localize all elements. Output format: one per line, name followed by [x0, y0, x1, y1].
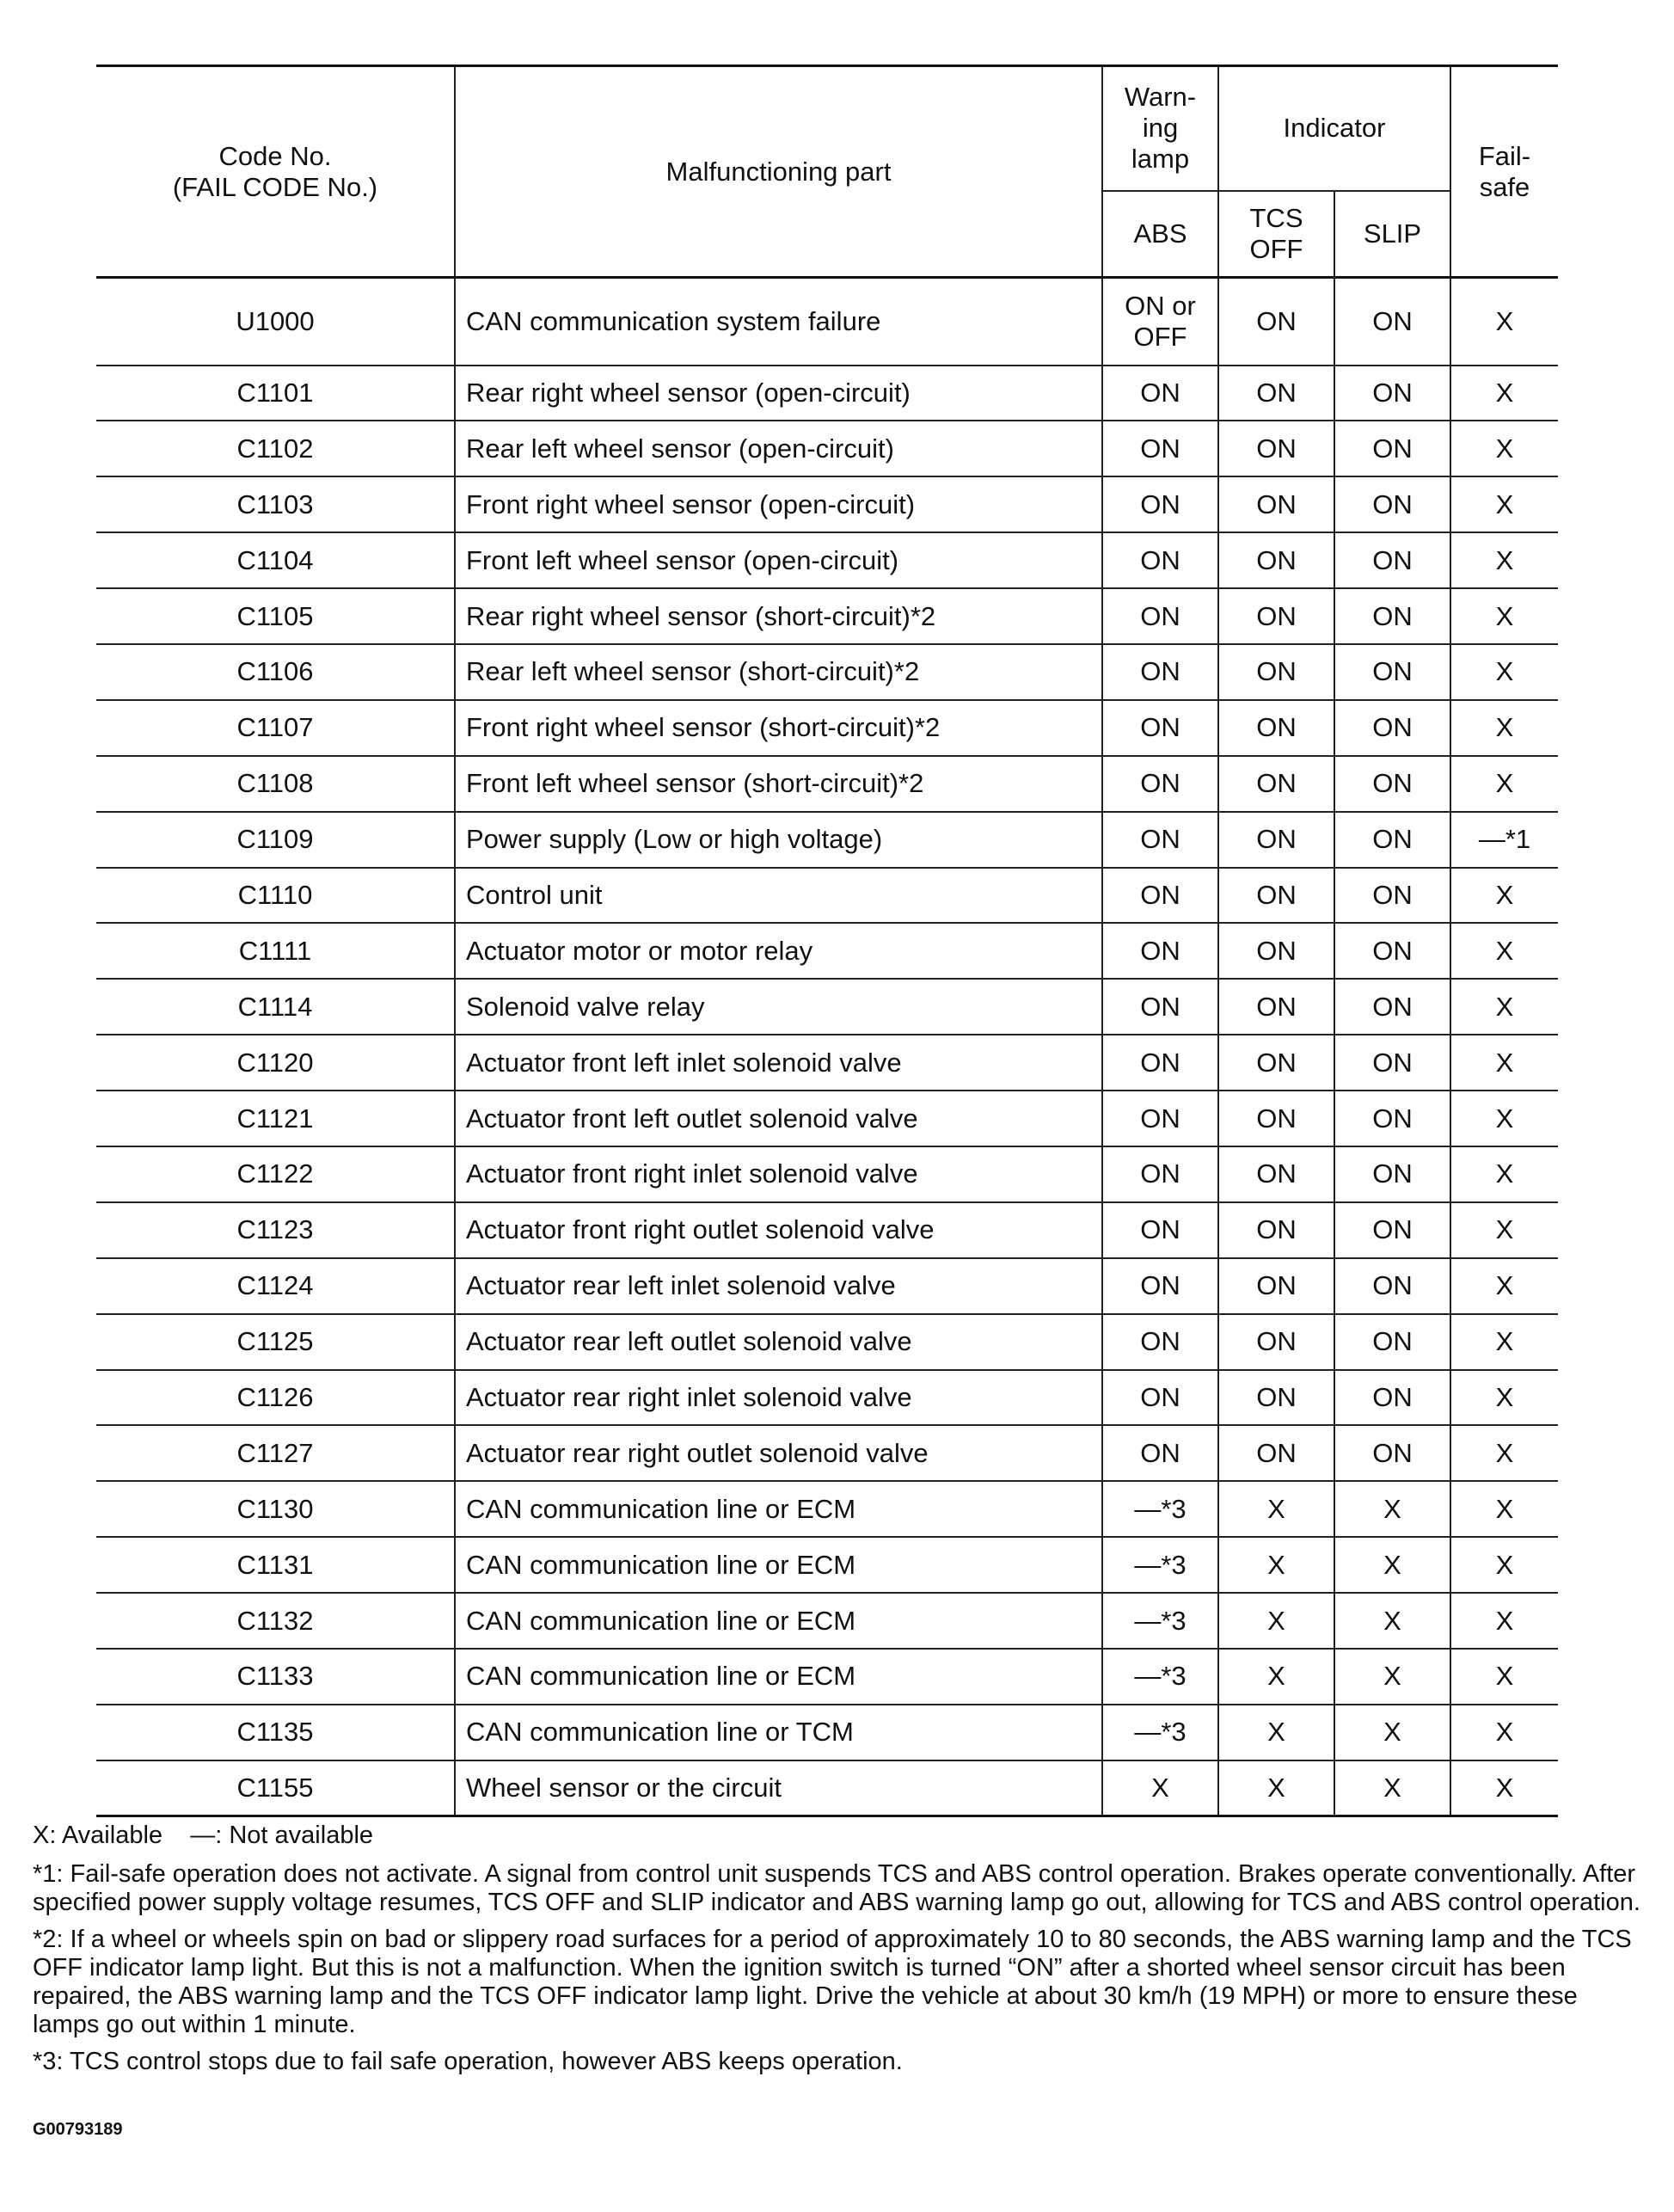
abs-value: ON — [1140, 600, 1180, 631]
abs-value: ON — [1140, 488, 1180, 519]
code-cell: C1103 — [96, 476, 455, 532]
table-row — [96, 1537, 1558, 1593]
failsafe-cell: X — [1450, 1760, 1558, 1816]
abs-value: —*3 — [1134, 1605, 1187, 1636]
part-cell: CAN communication line or ECM — [455, 1649, 1102, 1705]
part-cell: Wheel sensor or the circuit — [455, 1760, 1102, 1816]
slip-cell: ON — [1334, 979, 1450, 1035]
abs-value: ON — [1140, 1270, 1180, 1301]
tcs-off-cell: ON — [1218, 1091, 1334, 1146]
table-row — [96, 812, 1558, 868]
tcs-off-cell: X — [1218, 1537, 1334, 1593]
failsafe-cell: X — [1450, 923, 1558, 979]
failsafe-cell: —*1 — [1450, 812, 1558, 868]
header-tcs-off — [1218, 191, 1334, 278]
part-cell: Front left wheel sensor (open-circuit) — [455, 532, 1102, 588]
abs-cell — [1102, 979, 1218, 1035]
slip-cell: ON — [1334, 1425, 1450, 1481]
tcs-off-cell: ON — [1218, 868, 1334, 924]
footnote-2: *2: If a wheel or wheels spin on bad or slippery road surfaces for a period of approximately 10 to 80 seconds, the ABS warning lamp and the TCS OFF indicator lamp light. But this is not a malfunction. When the ignition switch is turned “ON” after a shorted wheel sensor circuit has been repaired, the ABS warning lamp and the TCS OFF indicator lamp light. Drive the vehicle at about 30 km/h (19 MPH) or more to ensure these lamps go out within 1 minute. — [33, 1926, 1632, 2038]
abs-value: ON — [1140, 1381, 1180, 1412]
abs-value: ON — [1140, 991, 1180, 1022]
part-cell: CAN communication line or ECM — [455, 1593, 1102, 1649]
failsafe-cell: X — [1450, 756, 1558, 812]
failsafe-cell: X — [1450, 868, 1558, 924]
failsafe-cell: X — [1450, 1314, 1558, 1370]
part-cell: Front right wheel sensor (open-circuit) — [455, 476, 1102, 532]
abs-cell — [1102, 1760, 1218, 1816]
part-cell: Actuator rear left inlet solenoid valve — [455, 1258, 1102, 1314]
header-indicator: Indicator — [1218, 66, 1450, 191]
footnote-3: *3: TCS control stops due to fail safe operation, however ABS keeps operation. — [33, 2048, 903, 2075]
abs-value: —*3 — [1134, 1661, 1187, 1692]
part-cell: Solenoid valve relay — [455, 979, 1102, 1035]
table-row — [96, 532, 1558, 588]
part-cell: CAN communication line or TCM — [455, 1705, 1102, 1760]
failsafe-cell: X — [1450, 588, 1558, 644]
table-row — [96, 1258, 1558, 1314]
tcs-off-cell: ON — [1218, 278, 1334, 366]
code-cell: C1127 — [96, 1425, 455, 1481]
code-cell: C1121 — [96, 1091, 455, 1146]
tcs-off-cell: ON — [1218, 1258, 1334, 1314]
abs-cell — [1102, 532, 1218, 588]
abs-cell — [1102, 1705, 1218, 1760]
tcs-off-cell: ON — [1218, 1370, 1334, 1426]
failsafe-cell: X — [1450, 1146, 1558, 1202]
abs-value: ON — [1140, 1103, 1180, 1134]
code-cell: C1131 — [96, 1537, 455, 1593]
abs-cell — [1102, 1425, 1218, 1481]
abs-value: X — [1151, 1772, 1169, 1803]
slip-cell: ON — [1334, 588, 1450, 644]
failsafe-cell: X — [1450, 1649, 1558, 1705]
table-row — [96, 421, 1558, 476]
failsafe-cell: X — [1450, 1593, 1558, 1649]
abs-value: ON — [1140, 1047, 1180, 1078]
abs-cell — [1102, 1091, 1218, 1146]
table-row — [96, 476, 1558, 532]
abs-value: ON — [1140, 879, 1180, 910]
legend-text: X: Available —: Not available — [33, 1822, 374, 1849]
slip-cell: ON — [1334, 1314, 1450, 1370]
tcs-off-cell: ON — [1218, 421, 1334, 476]
tcs-off-cell: ON — [1218, 588, 1334, 644]
tcs-off-cell: ON — [1218, 366, 1334, 421]
table-row — [96, 1481, 1558, 1537]
header-code-line1: Code No. — [218, 140, 332, 171]
failsafe-cell: X — [1450, 1370, 1558, 1426]
abs-cell — [1102, 1370, 1218, 1426]
tcs-off-cell: ON — [1218, 700, 1334, 756]
slip-cell: ON — [1334, 1035, 1450, 1091]
slip-cell: ON — [1334, 1202, 1450, 1258]
table-row — [96, 1593, 1558, 1649]
part-cell: Actuator rear left outlet solenoid valve — [455, 1314, 1102, 1370]
abs-cell — [1102, 1202, 1218, 1258]
table-row — [96, 1649, 1558, 1705]
part-cell: CAN communication line or ECM — [455, 1537, 1102, 1593]
code-cell: C1111 — [96, 923, 455, 979]
table-row — [96, 1705, 1558, 1760]
slip-cell: ON — [1334, 476, 1450, 532]
code-cell: C1102 — [96, 421, 455, 476]
table-row — [96, 868, 1558, 924]
code-cell: C1108 — [96, 756, 455, 812]
slip-cell: ON — [1334, 812, 1450, 868]
diagnostic-code-table — [96, 65, 1558, 1817]
failsafe-cell: X — [1450, 366, 1558, 421]
header-tcs-line1: TCS — [1249, 202, 1303, 233]
tcs-off-cell: ON — [1218, 923, 1334, 979]
tcs-off-cell: ON — [1218, 1202, 1334, 1258]
failsafe-cell: X — [1450, 1705, 1558, 1760]
table-row — [96, 979, 1558, 1035]
failsafe-cell: X — [1450, 1091, 1558, 1146]
tcs-off-cell: ON — [1218, 756, 1334, 812]
code-cell: C1110 — [96, 868, 455, 924]
part-cell: Rear right wheel sensor (short-circuit)*2 — [455, 588, 1102, 644]
part-cell: Actuator front right inlet solenoid valve — [455, 1146, 1102, 1202]
abs-cell — [1102, 868, 1218, 924]
part-cell: Actuator front left outlet solenoid valve — [455, 1091, 1102, 1146]
code-cell: C1105 — [96, 588, 455, 644]
header-slip: SLIP — [1334, 191, 1450, 278]
header-warning-line2: ing — [1142, 113, 1179, 144]
header-failsafe-line1: Fail- — [1478, 140, 1531, 171]
part-cell: Actuator front left inlet solenoid valve — [455, 1035, 1102, 1091]
abs-value: —*3 — [1134, 1549, 1187, 1580]
tcs-off-cell: X — [1218, 1481, 1334, 1537]
failsafe-cell: X — [1450, 1537, 1558, 1593]
code-cell: C1107 — [96, 700, 455, 756]
slip-cell: X — [1334, 1593, 1450, 1649]
code-cell: U1000 — [96, 278, 455, 366]
code-cell: C1126 — [96, 1370, 455, 1426]
abs-value: —*3 — [1134, 1717, 1187, 1748]
failsafe-cell: X — [1450, 644, 1558, 700]
failsafe-cell: X — [1450, 421, 1558, 476]
slip-cell: ON — [1334, 923, 1450, 979]
footnote-1: *1: Fail-safe operation does not activate. A signal from control unit suspends TCS and ABS control operation. Brakes operate conventionally. After specified power supply voltage resumes, TCS OFF and SLIP indicator and ABS warning lamp go out, allowing for TCS and ABS control operation. — [33, 1860, 1640, 1916]
tcs-off-cell: ON — [1218, 532, 1334, 588]
abs-cell — [1102, 1314, 1218, 1370]
code-cell: C1122 — [96, 1146, 455, 1202]
abs-value: ON — [1140, 1214, 1180, 1245]
table-row — [96, 923, 1558, 979]
code-cell: C1125 — [96, 1314, 455, 1370]
abs-value: ON — [1140, 712, 1180, 743]
tcs-off-cell: X — [1218, 1760, 1334, 1816]
abs-cell — [1102, 1035, 1218, 1091]
tcs-off-cell: ON — [1218, 1314, 1334, 1370]
slip-cell: X — [1334, 1537, 1450, 1593]
tcs-off-cell: ON — [1218, 812, 1334, 868]
abs-value: ON — [1140, 1437, 1180, 1468]
header-tcs-line2: OFF — [1249, 233, 1303, 264]
part-cell: Front right wheel sensor (short-circuit)*2 — [455, 700, 1102, 756]
header-warning-lamp — [1102, 66, 1218, 191]
slip-cell: ON — [1334, 644, 1450, 700]
tcs-off-cell: ON — [1218, 1146, 1334, 1202]
failsafe-cell: X — [1450, 476, 1558, 532]
part-cell: Rear left wheel sensor (short-circuit)*2 — [455, 644, 1102, 700]
abs-value: ON — [1140, 1326, 1180, 1357]
table-row — [96, 1370, 1558, 1426]
tcs-off-cell: ON — [1218, 644, 1334, 700]
abs-value: ON or — [1125, 290, 1196, 321]
failsafe-cell: X — [1450, 1481, 1558, 1537]
code-cell: C1130 — [96, 1481, 455, 1537]
abs-cell — [1102, 588, 1218, 644]
code-cell: C1124 — [96, 1258, 455, 1314]
failsafe-cell: X — [1450, 532, 1558, 588]
abs-cell — [1102, 1649, 1218, 1705]
abs-value: ON — [1140, 768, 1180, 799]
part-cell: Actuator rear right outlet solenoid valve — [455, 1425, 1102, 1481]
abs-value: ON — [1140, 377, 1180, 408]
abs-cell — [1102, 278, 1218, 366]
slip-cell: X — [1334, 1760, 1450, 1816]
failsafe-cell: X — [1450, 1035, 1558, 1091]
abs-value: ON — [1140, 544, 1180, 575]
table-row — [96, 366, 1558, 421]
code-cell: C1109 — [96, 812, 455, 868]
code-cell: C1120 — [96, 1035, 455, 1091]
table-row — [96, 644, 1558, 700]
abs-cell — [1102, 366, 1218, 421]
failsafe-cell: X — [1450, 700, 1558, 756]
header-failsafe — [1450, 66, 1558, 278]
table-body — [96, 278, 1558, 1816]
part-cell: Rear right wheel sensor (open-circuit) — [455, 366, 1102, 421]
table-row — [96, 1035, 1558, 1091]
tcs-off-cell: ON — [1218, 476, 1334, 532]
code-cell: C1135 — [96, 1705, 455, 1760]
notes-section — [33, 1822, 1640, 2085]
table-row — [96, 278, 1558, 366]
abs-value: ON — [1140, 824, 1180, 855]
slip-cell: ON — [1334, 1146, 1450, 1202]
slip-cell: ON — [1334, 532, 1450, 588]
header-abs: ABS — [1102, 191, 1218, 278]
abs-cell — [1102, 476, 1218, 532]
abs-cell — [1102, 1593, 1218, 1649]
tcs-off-cell: ON — [1218, 1035, 1334, 1091]
part-cell: Actuator front right outlet solenoid valve — [455, 1202, 1102, 1258]
code-cell: C1114 — [96, 979, 455, 1035]
abs-value: OFF — [1133, 321, 1187, 352]
failsafe-cell: X — [1450, 278, 1558, 366]
failsafe-cell: X — [1450, 1202, 1558, 1258]
table-row — [96, 1091, 1558, 1146]
figure-id: G00793189 — [33, 2120, 123, 2139]
abs-cell — [1102, 1146, 1218, 1202]
slip-cell: X — [1334, 1481, 1450, 1537]
table-row — [96, 756, 1558, 812]
failsafe-cell: X — [1450, 1425, 1558, 1481]
header-warning-line1: Warn- — [1124, 82, 1197, 113]
slip-cell: ON — [1334, 278, 1450, 366]
abs-cell — [1102, 700, 1218, 756]
abs-cell — [1102, 644, 1218, 700]
slip-cell: ON — [1334, 421, 1450, 476]
abs-cell — [1102, 1258, 1218, 1314]
tcs-off-cell: X — [1218, 1649, 1334, 1705]
table-header — [96, 66, 1558, 278]
abs-cell — [1102, 812, 1218, 868]
tcs-off-cell: ON — [1218, 1425, 1334, 1481]
header-code-line2: (FAIL CODE No.) — [172, 171, 378, 202]
slip-cell: X — [1334, 1705, 1450, 1760]
code-cell: C1101 — [96, 366, 455, 421]
abs-cell — [1102, 1537, 1218, 1593]
slip-cell: ON — [1334, 366, 1450, 421]
abs-cell — [1102, 756, 1218, 812]
slip-cell: ON — [1334, 1370, 1450, 1426]
code-cell: C1104 — [96, 532, 455, 588]
slip-cell: ON — [1334, 1258, 1450, 1314]
table-row — [96, 1425, 1558, 1481]
tcs-off-cell: X — [1218, 1705, 1334, 1760]
abs-value: —*3 — [1134, 1493, 1187, 1524]
abs-cell — [1102, 923, 1218, 979]
failsafe-cell: X — [1450, 1258, 1558, 1314]
code-cell: C1133 — [96, 1649, 455, 1705]
table-row — [96, 700, 1558, 756]
header-failsafe-line2: safe — [1479, 171, 1530, 202]
abs-value: ON — [1140, 1158, 1180, 1189]
failsafe-cell: X — [1450, 979, 1558, 1035]
code-cell: C1132 — [96, 1593, 455, 1649]
part-cell: Rear left wheel sensor (open-circuit) — [455, 421, 1102, 476]
part-cell: CAN communication system failure — [455, 278, 1102, 366]
abs-value: ON — [1140, 656, 1180, 687]
part-cell: Front left wheel sensor (short-circuit)*2 — [455, 756, 1102, 812]
header-code — [96, 66, 455, 278]
part-cell: Control unit — [455, 868, 1102, 924]
table-row — [96, 1314, 1558, 1370]
slip-cell: ON — [1334, 756, 1450, 812]
abs-cell — [1102, 421, 1218, 476]
abs-value: ON — [1140, 935, 1180, 966]
header-warning-line3: lamp — [1131, 144, 1190, 175]
table-row — [96, 1146, 1558, 1202]
code-cell: C1155 — [96, 1760, 455, 1816]
code-cell: C1123 — [96, 1202, 455, 1258]
tcs-off-cell: ON — [1218, 979, 1334, 1035]
slip-cell: ON — [1334, 1091, 1450, 1146]
part-cell: Actuator motor or motor relay — [455, 923, 1102, 979]
header-part: Malfunctioning part — [455, 66, 1102, 278]
slip-cell: ON — [1334, 868, 1450, 924]
slip-cell: X — [1334, 1649, 1450, 1705]
tcs-off-cell: X — [1218, 1593, 1334, 1649]
part-cell: Power supply (Low or high voltage) — [455, 812, 1102, 868]
abs-cell — [1102, 1481, 1218, 1537]
table-row — [96, 1760, 1558, 1816]
part-cell: CAN communication line or ECM — [455, 1481, 1102, 1537]
abs-value: ON — [1140, 433, 1180, 464]
part-cell: Actuator rear right inlet solenoid valve — [455, 1370, 1102, 1426]
table-row — [96, 588, 1558, 644]
code-cell: C1106 — [96, 644, 455, 700]
table-row — [96, 1202, 1558, 1258]
slip-cell: ON — [1334, 700, 1450, 756]
